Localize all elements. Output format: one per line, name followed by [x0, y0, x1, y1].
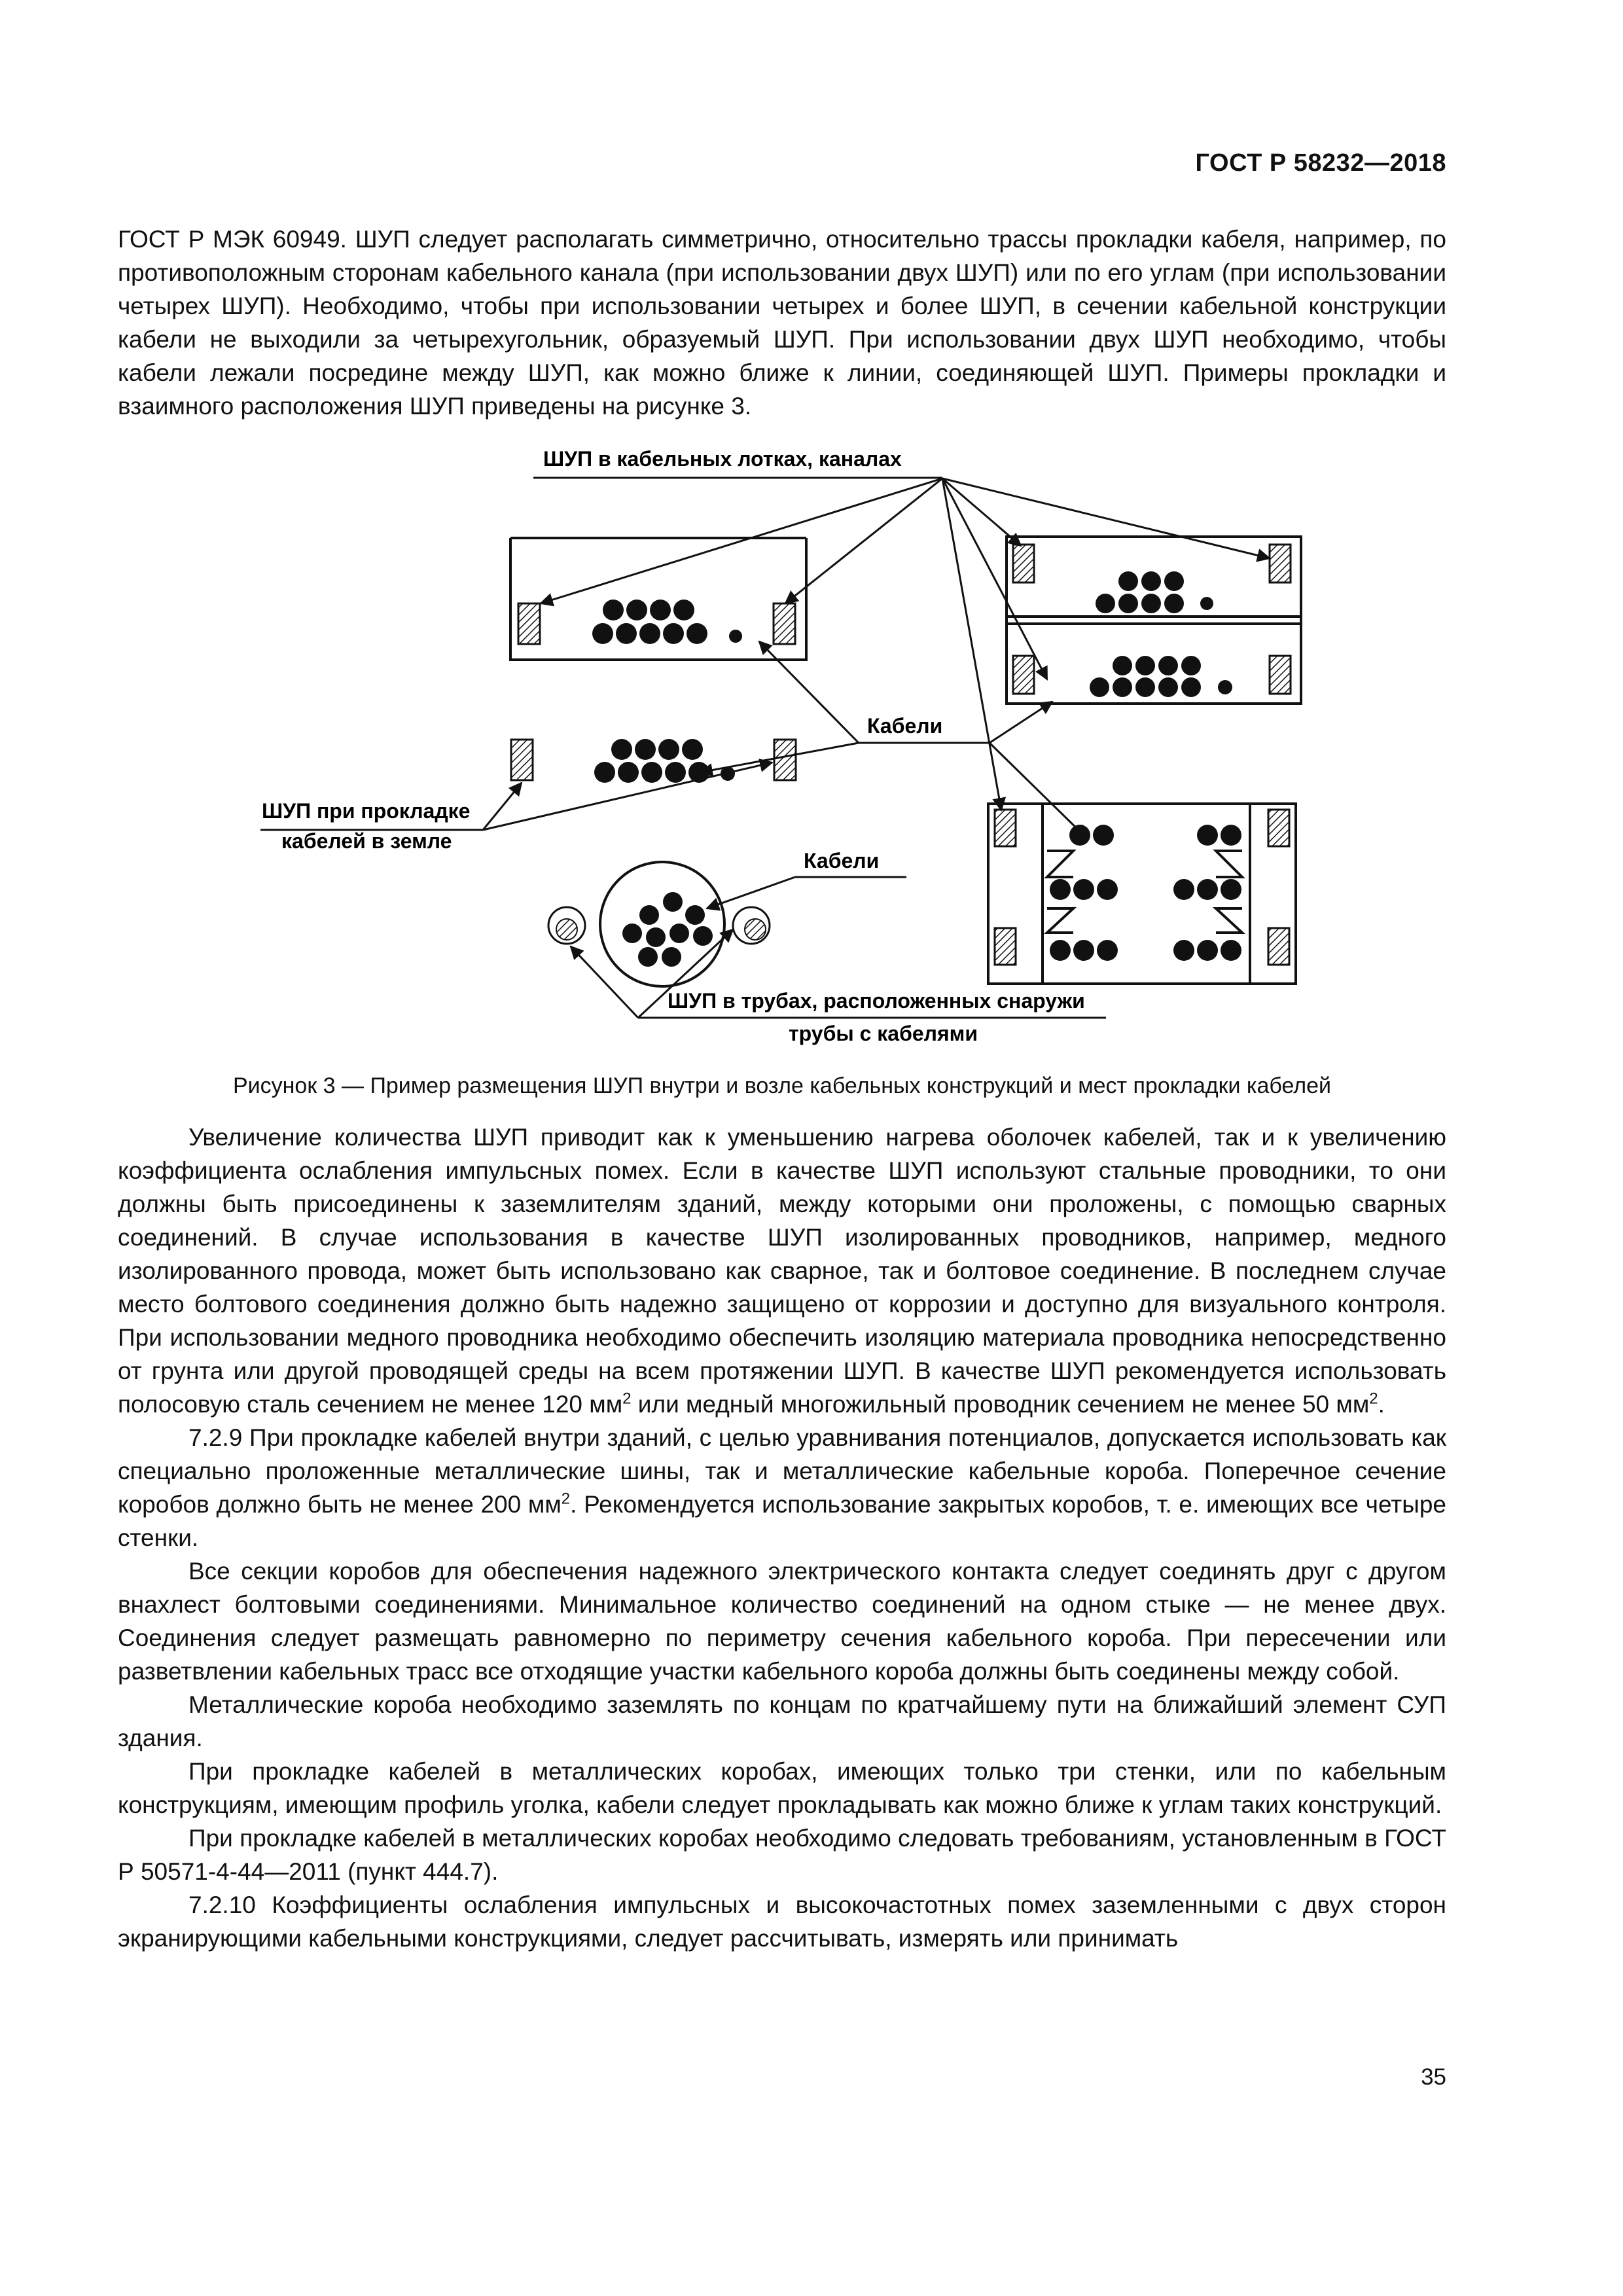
intro-paragraph: ГОСТ Р МЭК 60949. ШУП следует располагать симметрично, относительно трассы прокладки кабеля, например, по противоположным сторонам кабельного канала (при использовании двух ШУП) или по его углам (при использовании четырех ШУП). Необходимо, чтобы при использовании четырех и более ШУП, в сечении кабельной конструкции кабели не выходили за четырехугольник, образуемый ШУП. При использовании двух ШУП необходимо, чтобы кабели лежали посредине между ШУП, как можно ближе к линии, соединяющей ШУП. Примеры прокладки и взаимного расположения ШУП приведены на рисунке 3. — [118, 226, 1446, 420]
cable — [603, 600, 624, 620]
label-cables-1: Кабели — [867, 714, 943, 738]
shup-bar — [1268, 928, 1289, 965]
shup-bar — [518, 603, 540, 644]
document-id-header: ГОСТ Р 58232—2018 — [1195, 149, 1446, 177]
page-number: 35 — [1421, 2064, 1446, 2090]
figure-caption: Рисунок 3 — Пример размещения ШУП внутри и возле кабельных конструкций и мест прокладки кабелей — [232, 1073, 1332, 1098]
shup-bar — [1013, 656, 1034, 694]
label-trays: ШУП в кабельных лотках, каналах — [543, 447, 902, 471]
cables-in-ground — [511, 739, 796, 783]
body-text — [118, 1121, 1446, 1955]
shup-bar — [1270, 545, 1291, 583]
cable — [626, 600, 647, 620]
cable-box-partitioned — [988, 804, 1296, 984]
label-cables-2: Кабели — [804, 849, 880, 872]
shup-bar — [774, 603, 795, 644]
cable — [663, 623, 684, 644]
shup-bar — [1270, 656, 1291, 694]
cable — [592, 623, 613, 644]
label-pipes-line2: трубы с кабелями — [789, 1022, 978, 1045]
body-paragraph: При прокладке кабелей в металлических коробах, имеющих только три стенки, или по кабельным конструкциям, имеющим профиль уголка, кабели следует прокладывать как можно ближе к углам таких конструкций. — [118, 1758, 1446, 1818]
pipe-with-cables — [548, 862, 770, 986]
cable — [729, 630, 742, 643]
cable — [639, 623, 660, 644]
body-paragraph: Металлические короба необходимо заземлять по концам по кратчайшему пути на ближайший элемент СУП здания. — [118, 1691, 1446, 1751]
shup-bar — [1013, 545, 1034, 583]
body-paragraph: При прокладке кабелей в металлических коробах необходимо следовать требованиям, установленным в ГОСТ Р 50571-4-44—2011 (пункт 444.7). — [118, 1825, 1446, 1885]
cable — [673, 600, 694, 620]
shup-bar — [995, 928, 1016, 965]
shup-bar — [774, 740, 796, 780]
body-text-run: . — [1378, 1391, 1385, 1418]
superscript: 2 — [1369, 1390, 1378, 1408]
body-text-run: 7.2.9 При прокладке кабелей внутри зданий, с целью уравнивания потенциалов, допускается использовать как специально проложенные металлические шины, так и металлические кабельные короба. Поперечное сечение коробов должно быть не менее 200 мм — [118, 1424, 1446, 1518]
label-ground-line2: кабелей в земле — [281, 829, 452, 853]
cable — [616, 623, 637, 644]
figure-3-diagram — [0, 0, 1623, 1073]
shup-bar — [511, 740, 533, 780]
section-7-2-10-paragraph: 7.2.10 Коэффициенты ослабления импульсных и высокочастотных помех заземленными с двух сторон экранирующими кабельными конструкциями, следует рассчитывать, измерять или принимать — [118, 1892, 1446, 1952]
superscript: 2 — [622, 1390, 632, 1408]
shup-bar — [995, 810, 1016, 846]
body-paragraph: Все секции коробов для обеспечения надежного электрического контакта следует соединять друг с другом внахлест болтовыми соединениями. Минимальное количество соединений на одном стыке — не менее двух. Соединения следует размещать равномерно по периметру сечения кабельного короба. При пересечении или разветвлении кабельных трасс все отходящие участки кабельного короба должны быть соединены между собой. — [118, 1558, 1446, 1685]
body-text-run: или медный многожильный проводник сечением не менее 50 мм — [631, 1391, 1370, 1418]
cable — [687, 623, 707, 644]
body-paragraph — [118, 1121, 1446, 1421]
section-7-2-9-paragraph — [118, 1421, 1446, 1554]
label-ground-line1: ШУП при прокладке — [262, 799, 471, 823]
superscript: 2 — [561, 1490, 571, 1508]
shup-bar — [1268, 810, 1289, 846]
cable — [650, 600, 671, 620]
label-pipes-line1: ШУП в трубах, расположенных снаружи — [668, 989, 1085, 1013]
body-text-run: Увеличение количества ШУП приводит как к уменьшению нагрева оболочек кабелей, так и к увеличению коэффициента ослабления импульсных помех. Если в качестве ШУП используют стальные проводники, то они должны быть присоединены к заземлителям зданий, между которыми они проложены, с помощью сварных соединений. В случае использования в качестве ШУП изолированных проводников, например, медного изолированного провода, может быть использовано как сварное, так и болтовое соединение. В последнем случае место болтового соединения должно быть надежно защищено от коррозии и доступно для визуального контроля. При использовании медного проводника необходимо обеспечить изоляцию материала проводника непосредственно от грунта или другой проводящей среды на всем протяжении ШУП. В качестве ШУП рекомендуется использовать полосовую сталь сечением не менее 120 мм — [118, 1124, 1446, 1418]
tray-double-closed — [1007, 537, 1301, 704]
body-text-run: . Рекомендуется использование закрытых коробов, т. е. имеющих все четыре стенки. — [118, 1491, 1446, 1551]
